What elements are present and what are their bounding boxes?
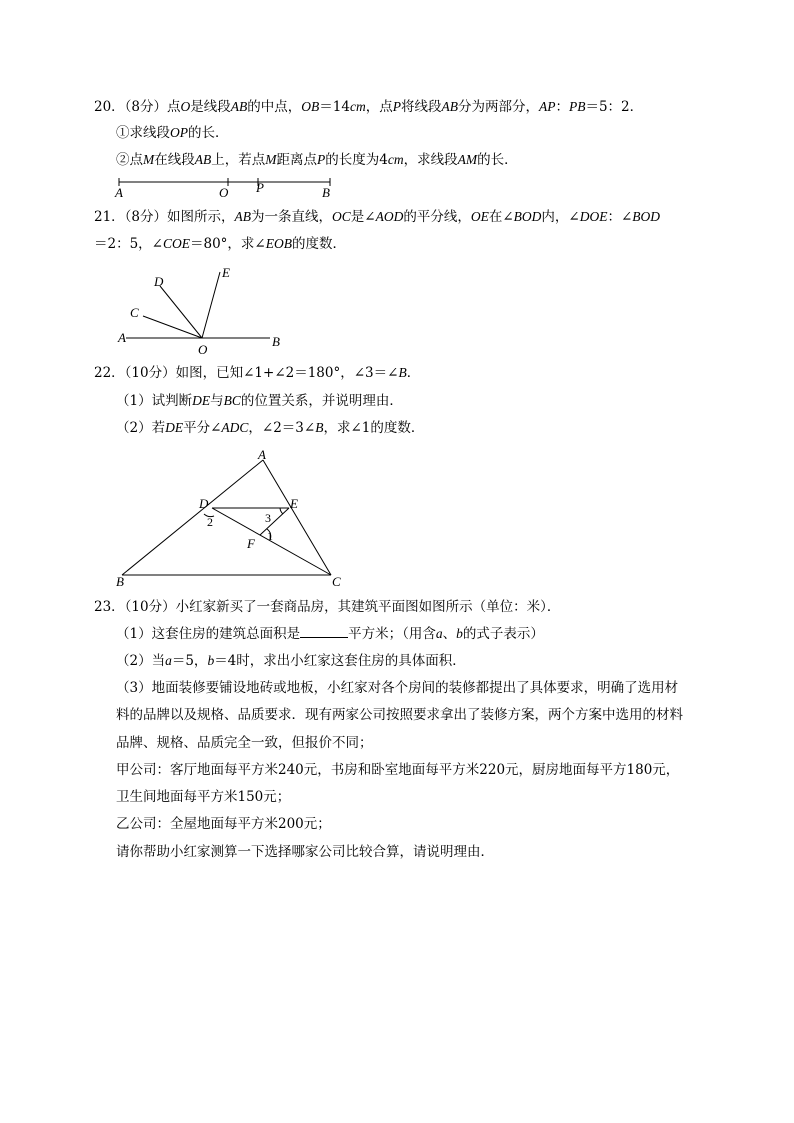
q23-part1: （1）这套住房的建筑总面积是 平方米；（用含a、b的式子表示） — [116, 626, 544, 642]
q21-angle-figure — [110, 262, 290, 358]
answer-blank[interactable] — [300, 625, 348, 638]
q23-part3-line2: 料的品牌以及规格、品质要求．现有两家公司按照要求拿出了装修方案，两个方案中选用的材料 — [116, 707, 683, 723]
q23-part3-line1: （3）地面装修要铺设地砖或地板，小红家对各个房间的装修都提出了具体要求，明确了选用材 — [116, 680, 679, 696]
label-A: A — [115, 185, 123, 200]
label-B: B — [322, 185, 330, 200]
label-C: C — [332, 574, 341, 589]
q21-stem-line1: 21．（8分）如图所示，AB为一条直线，OC是∠AOD的平分线，OE在∠BOD内，∠DOE：∠BOD — [94, 209, 661, 225]
label-F: F — [247, 536, 255, 551]
q22-part2: （2）若DE平分∠ADC，∠2＝3∠B，求∠1的度数． — [116, 420, 425, 436]
label-angle-1: 1 — [267, 529, 273, 543]
label-A: A — [258, 447, 266, 462]
label-O: O — [198, 342, 208, 357]
q22-triangle-figure — [110, 444, 350, 590]
label-B: B — [272, 334, 280, 349]
label-C: C — [130, 305, 139, 320]
q20-part1: ①求线段OP的长． — [116, 125, 229, 141]
label-B: B — [116, 574, 124, 589]
label-E: E — [222, 265, 230, 280]
q23-part3-line3: 品牌、规格、品质完全一致，但报价不同； — [116, 735, 373, 751]
q23-company-jia-line1: 甲公司：客厅地面每平方米240元，书房和卧室地面每平方米220元，厨房地面每平方180元， — [116, 762, 680, 778]
q23-stem: 23．（10分）小红家新买了一套商品房，其建筑平面图如图所示（单位：米）． — [94, 599, 561, 615]
q21-stem-line2: ＝2：5，∠COE＝80°，求∠EOB的度数． — [94, 236, 346, 252]
label-angle-3: 3 — [265, 511, 271, 525]
q23-question: 请你帮助小红家测算一下选择哪家公司比较合算，请说明理由． — [116, 844, 494, 860]
q20-part2: ②点M在线段AB上，若点M距离点P的长度为4cm，求线段AM的长． — [116, 152, 518, 168]
q20-stem: 20．（8分）点O是线段AB的中点，OB＝14cm，点P将线段AB分为两部分，AP：PB＝5：2． — [94, 99, 644, 115]
q22-stem: 22．（10分）如图，已知∠1+∠2＝180°，∠3＝∠B． — [94, 365, 421, 381]
label-D: D — [199, 496, 209, 511]
label-P: P — [256, 180, 264, 195]
label-D: D — [154, 274, 164, 289]
label-angle-2: 2 — [207, 515, 213, 529]
q23-part2: （2）当a＝5，b＝4时，求出小红家这套住房的具体面积． — [116, 653, 466, 669]
label-E: E — [290, 496, 298, 511]
label-O: O — [219, 185, 229, 200]
label-A: A — [118, 330, 126, 345]
q20-segment-figure — [110, 174, 340, 200]
q23-company-jia-line2: 卫生间地面每平方米150元； — [116, 789, 291, 805]
q23-company-yi: 乙公司：全屋地面每平方米200元； — [116, 816, 331, 832]
q22-part1: （1）试判断DE与BC的位置关系，并说明理由． — [116, 393, 403, 409]
